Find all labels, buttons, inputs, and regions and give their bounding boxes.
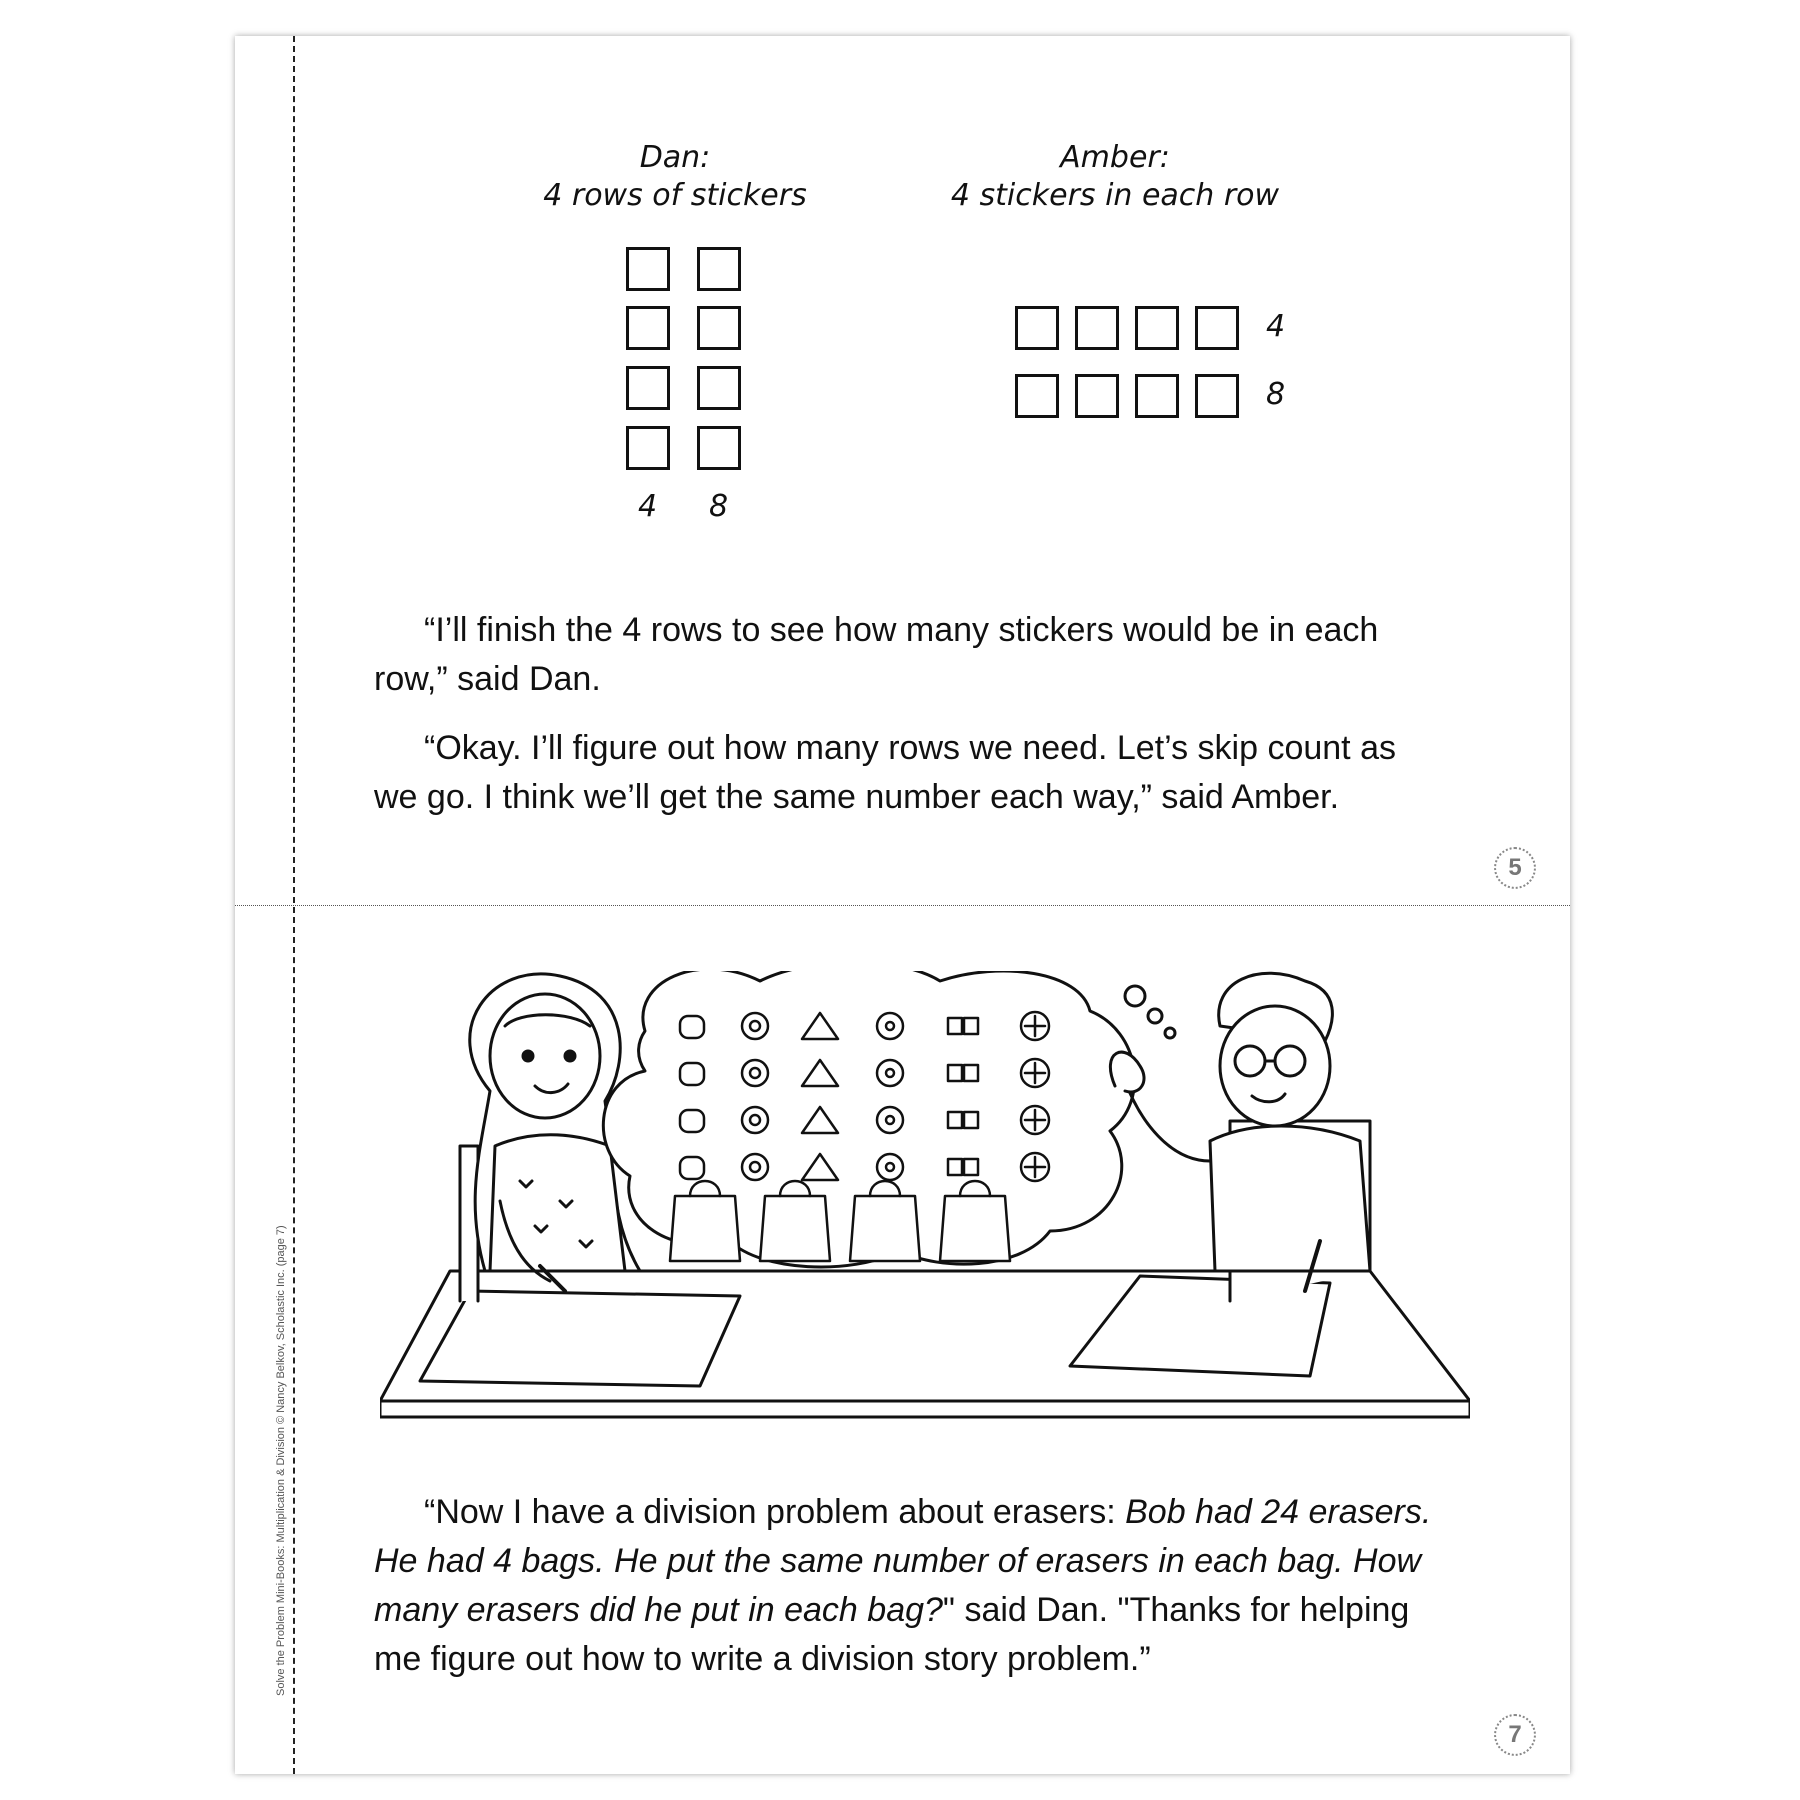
amber-heading (935, 139, 1295, 215)
sticker-box (1075, 306, 1119, 350)
page7-paragraph-intro: “Now I have a division problem about erasers: (424, 1493, 1126, 1531)
girl-body (490, 1135, 625, 1271)
sticker-box (1195, 306, 1239, 350)
thought-dot (1125, 986, 1145, 1006)
amber-count-label: 4 (1266, 309, 1286, 344)
sticker-box (697, 366, 741, 410)
page7-paragraph-story: Bob had 24 erasers. He had 4 bags. He put the same number of erasers in each bag. How many erasers did he put in each bag? (374, 1493, 1432, 1629)
page5-paragraph-amber: “Okay. I’ll figure out how many rows we need. Let’s skip count as we go. I think we’ll get the same number each way,” said Amber. (374, 729, 1396, 816)
sticker-box (1015, 306, 1059, 350)
sticker-box (626, 247, 670, 291)
boy-body (1210, 1126, 1370, 1271)
sticker-box (1195, 374, 1239, 418)
thought-dot (1165, 1028, 1175, 1038)
sticker-box (1075, 374, 1119, 418)
amber-caption: 4 stickers in each row (950, 178, 1280, 213)
thought-dot (1148, 1009, 1162, 1023)
sticker-box (697, 426, 741, 470)
sticker-box (1135, 306, 1179, 350)
sticker-box (697, 247, 741, 291)
sticker-box (1135, 374, 1179, 418)
boy-hand (1110, 1052, 1144, 1092)
amber-name: Amber: (1060, 140, 1170, 175)
kids-thinking-illustration (380, 971, 1470, 1481)
girl-face (490, 994, 600, 1118)
notebook-left (420, 1291, 740, 1386)
dan-caption: 4 rows of stickers (543, 178, 807, 213)
fold-dotted-line (235, 905, 1570, 906)
page-number-7: 7 (1494, 1714, 1536, 1756)
page7-paragraph (374, 1488, 1454, 1684)
dan-count-label: 8 (709, 489, 729, 524)
sticker-box (1015, 374, 1059, 418)
page7-paragraph-end: " said Dan. "Thanks for helping me figure out how to write a division story problem.” (374, 1591, 1410, 1678)
boy-arm (1125, 1081, 1210, 1161)
sticker-box (626, 306, 670, 350)
sticker-box (626, 426, 670, 470)
sticker-box (626, 366, 670, 410)
page-number-5: 5 (1494, 847, 1536, 889)
dan-heading (515, 139, 835, 215)
copyright-credit: Solve the Problem Mini-Books: Multiplication & Division © Nancy Belkov, Scholastic Inc. (page 7) (275, 1225, 287, 1696)
page5-paragraph-dan: “I’ll finish the 4 rows to see how many stickers would be in each row,” said Dan. (374, 611, 1379, 698)
sticker-box (697, 306, 741, 350)
dan-name: Dan: (639, 140, 711, 175)
dan-count-label: 4 (638, 489, 658, 524)
amber-count-label: 8 (1266, 377, 1286, 412)
worksheet-page (235, 36, 1570, 1774)
